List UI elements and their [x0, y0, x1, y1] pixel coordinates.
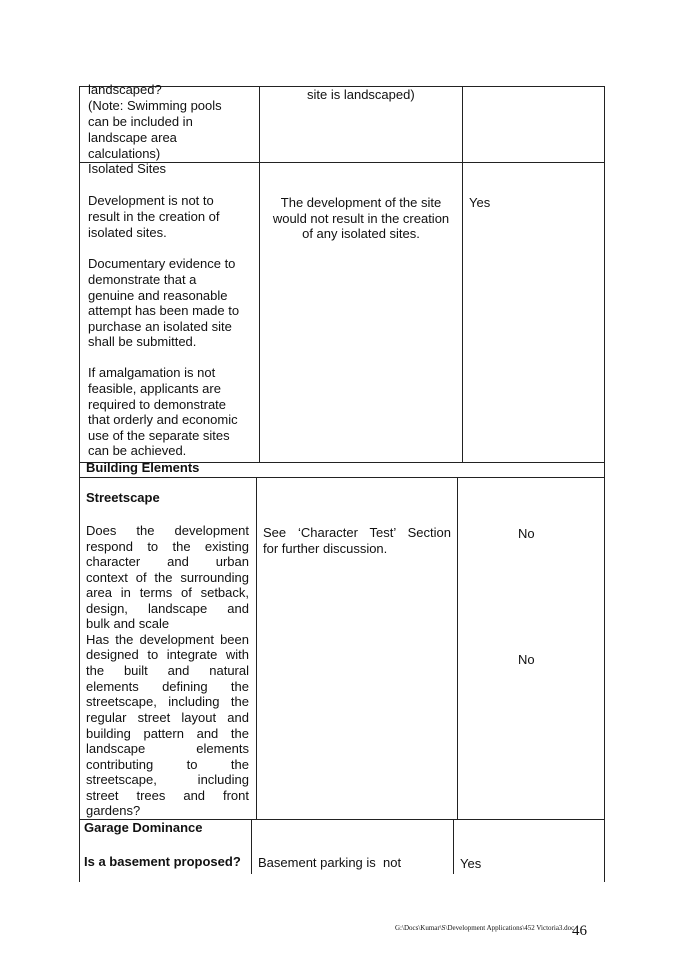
text-line: demonstrate that a [88, 272, 197, 287]
text-line: can be included in [88, 114, 193, 129]
text-line: If amalgamation is not [88, 365, 216, 380]
text-line: bulk and scale [86, 616, 170, 631]
text-line: would not result in the creation [272, 211, 450, 226]
basement-question: Is a basement proposed? [84, 854, 241, 869]
landscape-comment: site is landscaped) [307, 87, 415, 102]
text-line: street trees and front [86, 788, 249, 803]
text-line: purchase an isolated site [88, 319, 232, 334]
text-line: The development of the site [280, 195, 442, 210]
text-line: the built and natural [86, 663, 249, 678]
text-line: result in the creation of [88, 209, 220, 224]
text-line: contributing to the [86, 757, 249, 772]
text-line: character and urban [86, 554, 249, 569]
text-line: context of the surrounding [86, 570, 249, 585]
basement-comment: Basement parking is not [258, 855, 402, 870]
text-line: (Note: Swimming pools [88, 98, 222, 113]
text-line: required to demonstrate [88, 397, 227, 412]
text-line: Documentary evidence to [88, 256, 236, 271]
text-line: use of the separate sites [88, 428, 230, 443]
text-line: streetscape, including the [86, 694, 249, 709]
text-line: gardens? [86, 803, 141, 818]
text-line: feasible, applicants are [88, 381, 221, 396]
text-line: area in terms of setback, [86, 585, 249, 600]
text-line: streetscape, including [86, 772, 249, 787]
text-line: Development is not to [88, 193, 214, 208]
text-line: design, landscape and [86, 601, 249, 616]
page-number: 46 [572, 923, 587, 939]
text-line: respond to the existing [86, 539, 249, 554]
text-line: landscaped? [88, 82, 162, 97]
isolated-sites-heading: Isolated Sites [88, 161, 167, 176]
text-line: calculations) [88, 146, 161, 161]
text-line: building pattern and the [86, 726, 249, 741]
building-elements-heading: Building Elements [86, 460, 200, 475]
isolated-sites-complies: Yes [469, 195, 491, 210]
streetscape-heading: Streetscape [86, 490, 160, 505]
text-line: of any isolated sites. [302, 226, 420, 241]
text-line: regular street layout and [86, 710, 249, 725]
text-line: landscape area [88, 130, 177, 145]
footer-file-path: G:\Docs\Kumar\S\Development Applications\452 Victoria3.doc [395, 924, 575, 932]
text-line: Has the development been [86, 632, 249, 647]
text-line: attempt has been made to [88, 303, 240, 318]
text-line: isolated sites. [88, 225, 167, 240]
text-line: for further discussion. [263, 541, 388, 556]
text-line: that orderly and economic [88, 412, 238, 427]
text-line: shall be submitted. [88, 334, 197, 349]
text-line: landscape elements [86, 741, 249, 756]
streetscape-complies-2: No [518, 652, 535, 667]
garage-dominance-heading: Garage Dominance [84, 820, 203, 835]
text-line: genuine and reasonable [88, 288, 228, 303]
basement-complies: Yes [460, 856, 482, 871]
text-line: designed to integrate with [86, 647, 249, 662]
text-line: elements defining the [86, 679, 249, 694]
text-line: Does the development [86, 523, 249, 538]
text-line: can be achieved. [88, 443, 187, 458]
text-line: See ‘Character Test’ Section [263, 525, 451, 540]
streetscape-complies-1: No [518, 526, 535, 541]
